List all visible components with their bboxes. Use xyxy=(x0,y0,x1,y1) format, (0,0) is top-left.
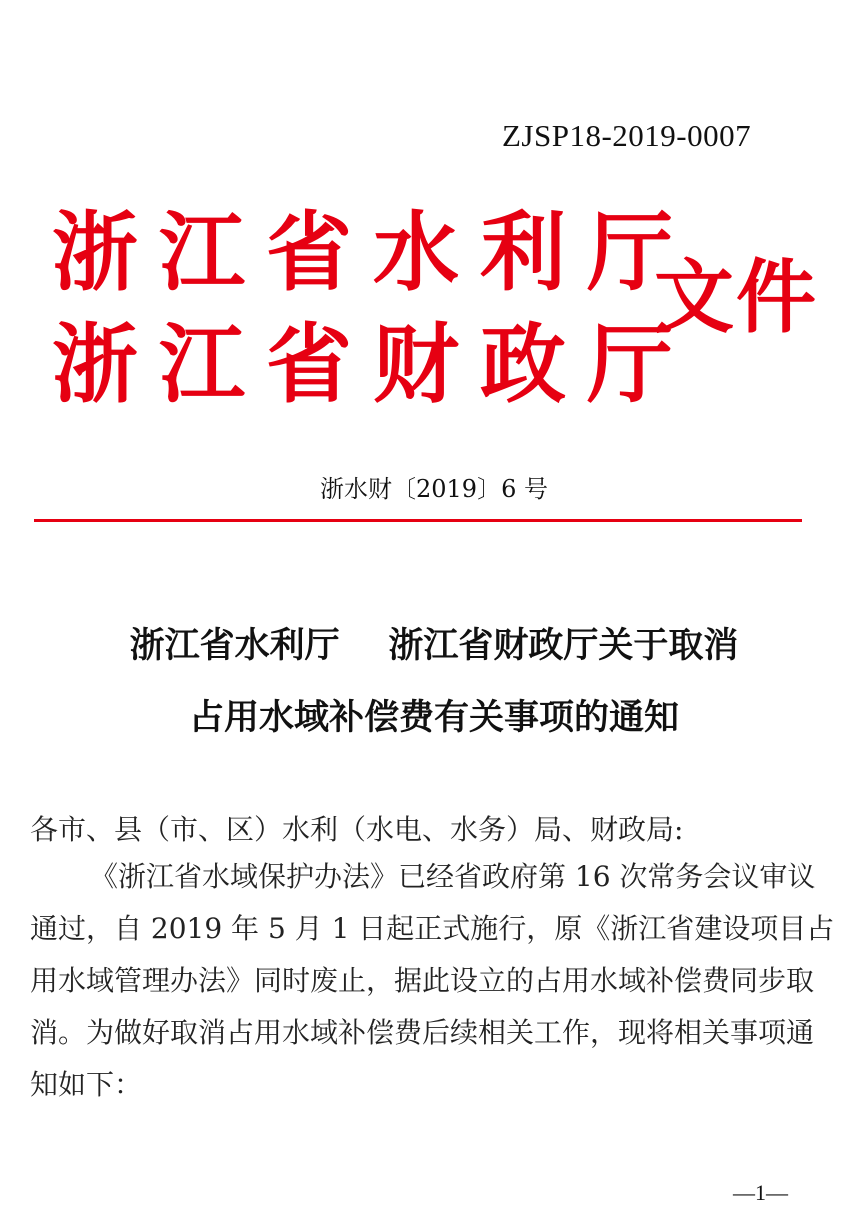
body-line: 知如下： xyxy=(30,1068,143,1101)
body-line: 通过，自 2019 年 5 月 1 日起正式施行，原《浙江省建设项目占 xyxy=(30,912,835,945)
body-paragraph xyxy=(30,851,835,1111)
body-line: 用水域管理办法》同时废止，据此设立的占用水域补偿费同步取 xyxy=(30,964,815,997)
issuer-document-suffix: 文件 xyxy=(654,251,818,344)
body-line: 《浙江省水域保护办法》已经省政府第 16 次常务会议审议 xyxy=(90,860,816,893)
notice-title-line-1: 浙江省水利厅 浙江省财政厅关于取消 xyxy=(129,625,739,666)
reference-number: 浙水财〔2019〕6 号 xyxy=(320,475,548,503)
body-line: 消。为做好取消占用水域补偿费后续相关工作，现将相关事项通 xyxy=(30,1016,815,1049)
notice-title-line-2: 占用水域补偿费有关事项的通知 xyxy=(188,697,679,738)
salutation: 各市、县（市、区）水利（水电、水务）局、财政局: xyxy=(30,813,684,846)
issuer-finance-dept: 浙江省财政厅 xyxy=(52,315,694,415)
document-code: ZJSP18-2019-0007 xyxy=(502,118,752,153)
issuer-water-resources-dept: 浙江省水利厅 xyxy=(52,203,694,303)
page-number: —1— xyxy=(733,1180,788,1205)
red-divider xyxy=(34,519,802,522)
